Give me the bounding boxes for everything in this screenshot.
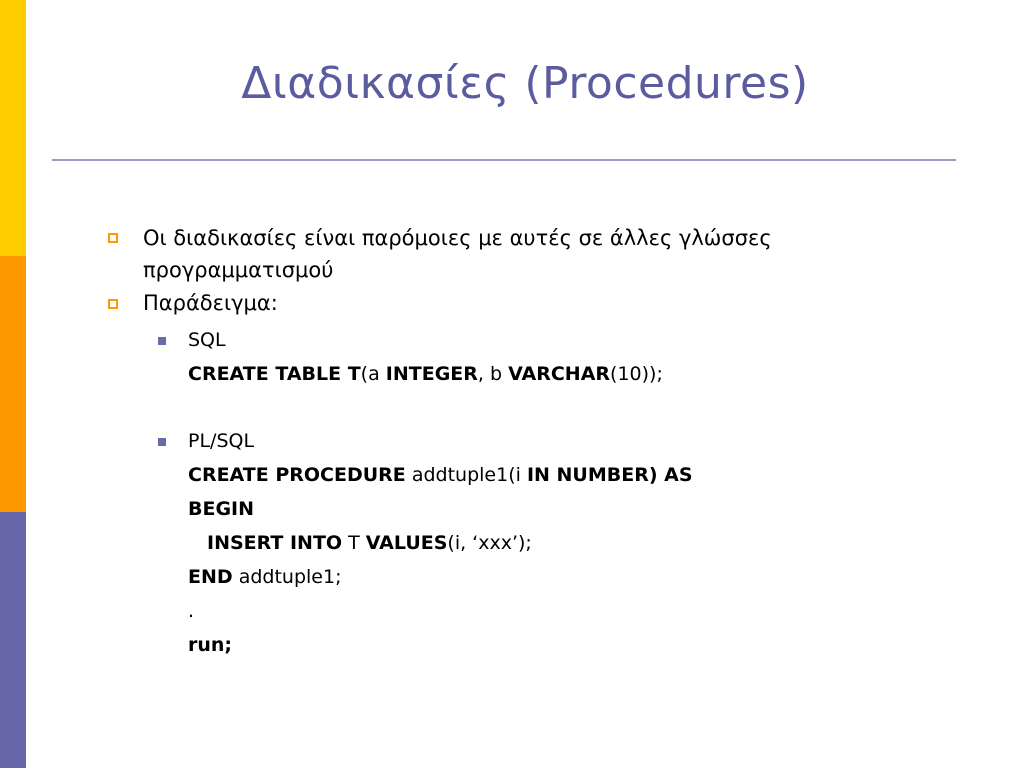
sub-bullet-icon (158, 438, 166, 446)
plsql-code-line (188, 630, 232, 660)
square-bullet-icon (108, 299, 118, 309)
code-keyword: BEGIN (188, 498, 255, 520)
code-keyword: CREATE TABLE T (188, 363, 361, 385)
code-text: addtuple1(i (405, 464, 527, 486)
code-keyword: END (188, 566, 233, 588)
code-keyword: CREATE PROCEDURE (188, 464, 406, 486)
code-keyword: VALUES (365, 532, 448, 554)
code-keyword: VARCHAR (508, 363, 611, 385)
code-keyword: IN NUMBER) AS (526, 464, 693, 486)
sub-bullet-icon (158, 337, 166, 345)
plsql-code-line (207, 528, 532, 558)
sql-code-line (188, 359, 663, 389)
sub-bullet-plsql: PL/SQL (188, 430, 255, 452)
code-text: . (188, 600, 195, 622)
bullet-text: Οι διαδικασίες είναι παρόμοιες με αυτές σε άλλες γλώσσες προγραμματισμού (143, 226, 772, 282)
code-keyword: run; (188, 634, 233, 656)
code-keyword: INSERT INTO (207, 532, 343, 554)
code-text: T (342, 532, 366, 554)
bullet-text: Παράδειγμα: (143, 291, 278, 315)
plsql-code-line (188, 460, 693, 490)
code-text: (i, ‘xxx’); (447, 532, 532, 554)
plsql-code-line (188, 596, 194, 626)
slide-title: Διαδικασίες (Procedures) (241, 58, 809, 109)
code-text: (10)); (610, 363, 663, 385)
code-text: (a (360, 363, 386, 385)
plsql-code-line (188, 562, 341, 592)
code-keyword: INTEGER (385, 363, 478, 385)
plsql-code-line (188, 494, 254, 524)
sub-bullet-sql: SQL (188, 329, 226, 351)
code-text: addtuple1; (232, 566, 342, 588)
square-bullet-icon (108, 233, 118, 243)
code-text: , b (477, 363, 509, 385)
